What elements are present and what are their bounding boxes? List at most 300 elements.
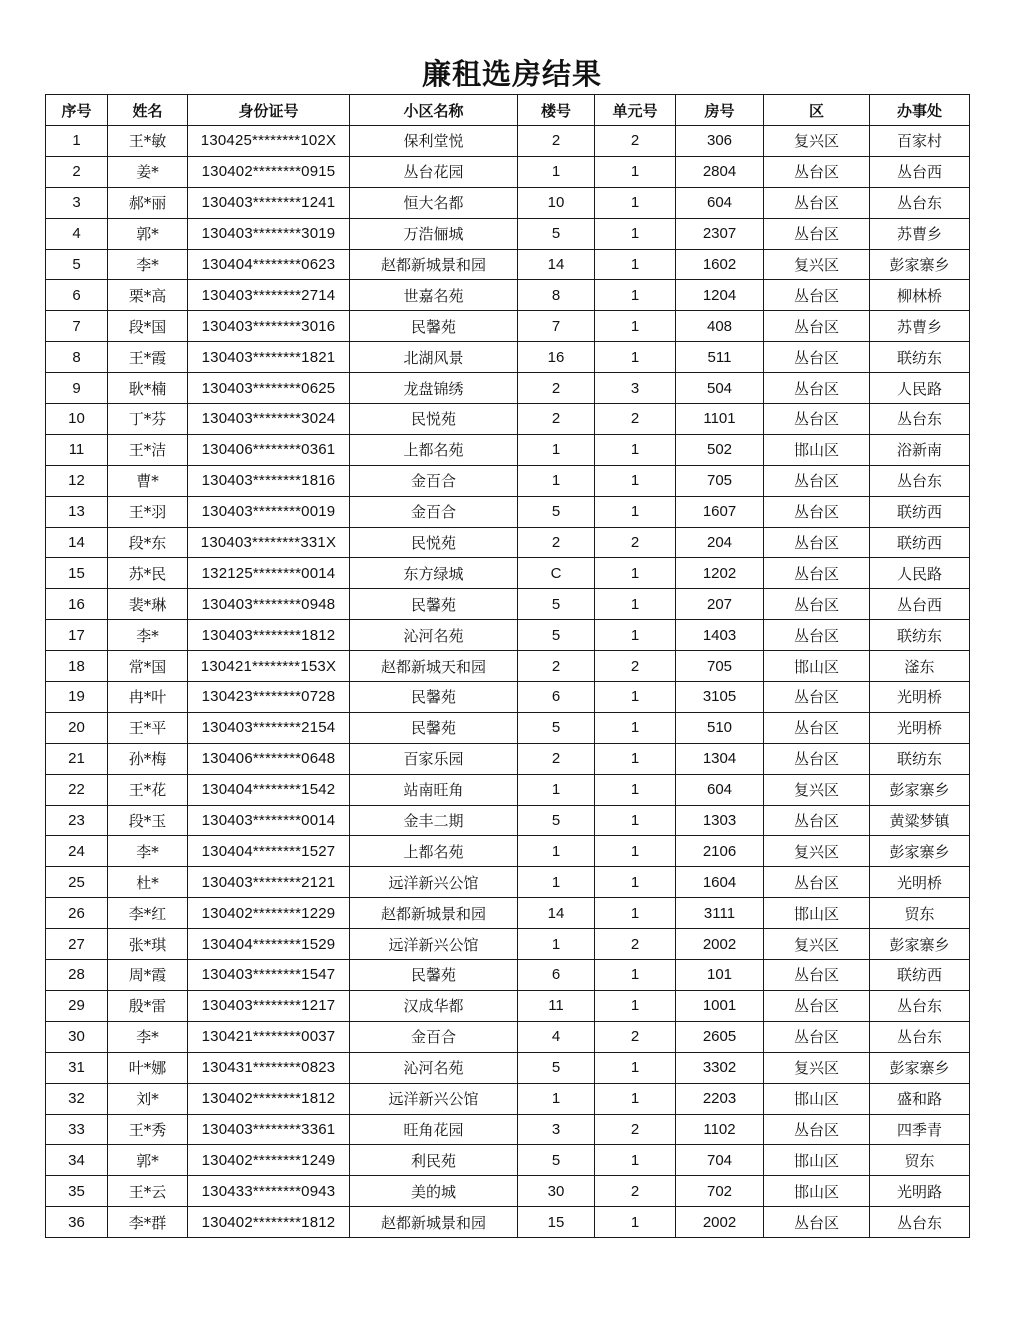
cell-unit: 2 (595, 527, 676, 558)
cell-name: 苏*民 (108, 558, 188, 589)
cell-name: 李* (108, 1021, 188, 1052)
cell-building: 15 (518, 1207, 595, 1238)
cell-name: 刘* (108, 1083, 188, 1114)
cell-unit: 2 (595, 1176, 676, 1207)
cell-office: 丛台东 (870, 990, 970, 1021)
cell-seq: 24 (46, 836, 108, 867)
table-row (46, 929, 970, 960)
cell-community: 民馨苑 (350, 682, 518, 713)
cell-community: 龙盘锦绣 (350, 373, 518, 404)
cell-id: 132125********0014 (188, 558, 350, 589)
cell-unit: 1 (595, 990, 676, 1021)
table-row (46, 867, 970, 898)
cell-office: 黄粱梦镇 (870, 805, 970, 836)
cell-office: 光明桥 (870, 867, 970, 898)
cell-room: 511 (676, 342, 764, 373)
cell-community: 赵都新城景和园 (350, 249, 518, 280)
cell-room: 604 (676, 774, 764, 805)
cell-room: 1607 (676, 496, 764, 527)
cell-community: 远洋新兴公馆 (350, 929, 518, 960)
cell-district: 丛台区 (764, 1207, 870, 1238)
cell-building: 1 (518, 465, 595, 496)
cell-seq: 25 (46, 867, 108, 898)
table-row (46, 774, 970, 805)
cell-unit: 1 (595, 342, 676, 373)
cell-unit: 1 (595, 898, 676, 929)
cell-name: 郭* (108, 1145, 188, 1176)
cell-district: 复兴区 (764, 929, 870, 960)
header-unit: 单元号 (595, 95, 676, 126)
cell-unit: 1 (595, 311, 676, 342)
cell-district: 丛台区 (764, 280, 870, 311)
cell-id: 130421********153X (188, 651, 350, 682)
table-row (46, 898, 970, 929)
cell-name: 王*羽 (108, 496, 188, 527)
cell-office: 苏曹乡 (870, 218, 970, 249)
table-row (46, 218, 970, 249)
cell-building: 1 (518, 1083, 595, 1114)
cell-seq: 18 (46, 651, 108, 682)
cell-id: 130403********2154 (188, 712, 350, 743)
cell-room: 704 (676, 1145, 764, 1176)
cell-building: 3 (518, 1114, 595, 1145)
cell-district: 丛台区 (764, 373, 870, 404)
cell-id: 130423********0728 (188, 682, 350, 713)
cell-room: 2203 (676, 1083, 764, 1114)
cell-community: 世嘉名苑 (350, 280, 518, 311)
cell-unit: 1 (595, 1083, 676, 1114)
cell-room: 2804 (676, 156, 764, 187)
cell-name: 姜* (108, 156, 188, 187)
cell-id: 130406********0648 (188, 743, 350, 774)
cell-office: 联纺西 (870, 960, 970, 991)
cell-community: 金百合 (350, 465, 518, 496)
cell-office: 彭家寨乡 (870, 249, 970, 280)
cell-room: 2002 (676, 929, 764, 960)
table-row (46, 342, 970, 373)
cell-district: 丛台区 (764, 156, 870, 187)
header-building: 楼号 (518, 95, 595, 126)
cell-seq: 13 (46, 496, 108, 527)
cell-district: 邯山区 (764, 1176, 870, 1207)
cell-name: 王*平 (108, 712, 188, 743)
cell-district: 邯山区 (764, 1083, 870, 1114)
cell-room: 702 (676, 1176, 764, 1207)
housing-result-table (45, 94, 970, 1238)
cell-id: 130402********1249 (188, 1145, 350, 1176)
cell-unit: 1 (595, 682, 676, 713)
cell-seq: 4 (46, 218, 108, 249)
cell-id: 130404********1527 (188, 836, 350, 867)
cell-community: 赵都新城景和园 (350, 898, 518, 929)
table-row (46, 280, 970, 311)
cell-id: 130403********1547 (188, 960, 350, 991)
cell-building: 14 (518, 898, 595, 929)
cell-office: 丛台东 (870, 465, 970, 496)
cell-district: 邯山区 (764, 651, 870, 682)
table-row (46, 527, 970, 558)
cell-unit: 1 (595, 558, 676, 589)
cell-community: 民悦苑 (350, 404, 518, 435)
cell-seq: 36 (46, 1207, 108, 1238)
cell-id: 130402********1229 (188, 898, 350, 929)
cell-name: 常*国 (108, 651, 188, 682)
cell-building: 2 (518, 373, 595, 404)
table-row (46, 620, 970, 651)
cell-district: 邯山区 (764, 898, 870, 929)
cell-building: 5 (518, 218, 595, 249)
cell-id: 130403********3024 (188, 404, 350, 435)
cell-building: 1 (518, 774, 595, 805)
cell-office: 联纺西 (870, 496, 970, 527)
cell-community: 恒大名都 (350, 187, 518, 218)
cell-office: 苏曹乡 (870, 311, 970, 342)
cell-id: 130402********1812 (188, 1207, 350, 1238)
cell-office: 彭家寨乡 (870, 774, 970, 805)
cell-district: 复兴区 (764, 1052, 870, 1083)
cell-community: 金百合 (350, 496, 518, 527)
cell-id: 130421********0037 (188, 1021, 350, 1052)
cell-unit: 2 (595, 929, 676, 960)
cell-district: 复兴区 (764, 774, 870, 805)
cell-community: 金百合 (350, 1021, 518, 1052)
cell-id: 130402********1812 (188, 1083, 350, 1114)
cell-community: 民馨苑 (350, 960, 518, 991)
header-room: 房号 (676, 95, 764, 126)
cell-district: 丛台区 (764, 465, 870, 496)
table-body (46, 126, 970, 1238)
cell-seq: 35 (46, 1176, 108, 1207)
cell-unit: 2 (595, 651, 676, 682)
cell-building: 5 (518, 805, 595, 836)
cell-seq: 20 (46, 712, 108, 743)
cell-seq: 26 (46, 898, 108, 929)
cell-building: 5 (518, 1052, 595, 1083)
cell-id: 130403********0625 (188, 373, 350, 404)
cell-office: 丛台东 (870, 187, 970, 218)
cell-building: 10 (518, 187, 595, 218)
table-row (46, 249, 970, 280)
header-community: 小区名称 (350, 95, 518, 126)
cell-building: 7 (518, 311, 595, 342)
cell-name: 栗*高 (108, 280, 188, 311)
table-row (46, 1021, 970, 1052)
cell-name: 段*玉 (108, 805, 188, 836)
cell-seq: 2 (46, 156, 108, 187)
cell-seq: 8 (46, 342, 108, 373)
cell-name: 李* (108, 836, 188, 867)
cell-room: 1403 (676, 620, 764, 651)
cell-district: 丛台区 (764, 218, 870, 249)
table-row (46, 960, 970, 991)
cell-name: 段*东 (108, 527, 188, 558)
cell-room: 408 (676, 311, 764, 342)
cell-unit: 2 (595, 1021, 676, 1052)
cell-office: 联纺东 (870, 743, 970, 774)
cell-district: 复兴区 (764, 249, 870, 280)
cell-name: 杜* (108, 867, 188, 898)
table-row (46, 558, 970, 589)
cell-district: 邯山区 (764, 1145, 870, 1176)
cell-office: 四季青 (870, 1114, 970, 1145)
cell-seq: 34 (46, 1145, 108, 1176)
table-row (46, 712, 970, 743)
table-row (46, 126, 970, 157)
cell-building: 5 (518, 589, 595, 620)
cell-seq: 30 (46, 1021, 108, 1052)
table-row (46, 187, 970, 218)
cell-name: 王*云 (108, 1176, 188, 1207)
cell-district: 丛台区 (764, 682, 870, 713)
cell-district: 丛台区 (764, 960, 870, 991)
cell-district: 丛台区 (764, 558, 870, 589)
cell-room: 1102 (676, 1114, 764, 1145)
cell-district: 丛台区 (764, 805, 870, 836)
cell-name: 郝*丽 (108, 187, 188, 218)
cell-room: 502 (676, 434, 764, 465)
cell-unit: 1 (595, 187, 676, 218)
cell-community: 站南旺角 (350, 774, 518, 805)
cell-office: 浴新南 (870, 434, 970, 465)
cell-community: 利民苑 (350, 1145, 518, 1176)
cell-community: 民馨苑 (350, 589, 518, 620)
cell-room: 1101 (676, 404, 764, 435)
cell-unit: 2 (595, 1114, 676, 1145)
cell-seq: 22 (46, 774, 108, 805)
cell-name: 李* (108, 249, 188, 280)
cell-room: 604 (676, 187, 764, 218)
cell-office: 彭家寨乡 (870, 929, 970, 960)
cell-unit: 1 (595, 156, 676, 187)
cell-id: 130403********3361 (188, 1114, 350, 1145)
cell-district: 丛台区 (764, 743, 870, 774)
cell-room: 1304 (676, 743, 764, 774)
table-row (46, 1083, 970, 1114)
cell-building: 2 (518, 743, 595, 774)
cell-building: 5 (518, 620, 595, 651)
cell-community: 远洋新兴公馆 (350, 867, 518, 898)
header-id-number: 身份证号 (188, 95, 350, 126)
cell-room: 1303 (676, 805, 764, 836)
cell-seq: 28 (46, 960, 108, 991)
cell-room: 504 (676, 373, 764, 404)
cell-unit: 1 (595, 465, 676, 496)
cell-name: 王*花 (108, 774, 188, 805)
cell-community: 汉成华都 (350, 990, 518, 1021)
cell-district: 丛台区 (764, 712, 870, 743)
cell-building: 2 (518, 126, 595, 157)
cell-district: 丛台区 (764, 589, 870, 620)
cell-room: 1202 (676, 558, 764, 589)
cell-room: 1001 (676, 990, 764, 1021)
cell-district: 丛台区 (764, 187, 870, 218)
cell-seq: 16 (46, 589, 108, 620)
cell-unit: 1 (595, 218, 676, 249)
header-seq: 序号 (46, 95, 108, 126)
cell-name: 张*琪 (108, 929, 188, 960)
cell-room: 1604 (676, 867, 764, 898)
cell-office: 人民路 (870, 558, 970, 589)
cell-unit: 1 (595, 249, 676, 280)
table-row (46, 836, 970, 867)
cell-community: 沁河名苑 (350, 620, 518, 651)
cell-id: 130433********0943 (188, 1176, 350, 1207)
cell-id: 130404********1542 (188, 774, 350, 805)
cell-unit: 1 (595, 1052, 676, 1083)
cell-community: 保利堂悦 (350, 126, 518, 157)
cell-id: 130403********2714 (188, 280, 350, 311)
cell-building: 16 (518, 342, 595, 373)
table-row (46, 589, 970, 620)
cell-building: 30 (518, 1176, 595, 1207)
cell-building: 2 (518, 651, 595, 682)
cell-building: 5 (518, 712, 595, 743)
cell-office: 光明路 (870, 1176, 970, 1207)
cell-unit: 1 (595, 280, 676, 311)
cell-district: 丛台区 (764, 527, 870, 558)
table-row (46, 311, 970, 342)
cell-name: 冉*叶 (108, 682, 188, 713)
cell-name: 周*霞 (108, 960, 188, 991)
cell-building: 4 (518, 1021, 595, 1052)
cell-room: 3111 (676, 898, 764, 929)
cell-unit: 1 (595, 1145, 676, 1176)
cell-room: 207 (676, 589, 764, 620)
cell-building: 6 (518, 682, 595, 713)
table-header (46, 95, 970, 126)
cell-community: 百家乐园 (350, 743, 518, 774)
cell-id: 130403********0948 (188, 589, 350, 620)
cell-room: 1204 (676, 280, 764, 311)
table-row (46, 1114, 970, 1145)
cell-name: 段*国 (108, 311, 188, 342)
cell-community: 民馨苑 (350, 712, 518, 743)
cell-unit: 1 (595, 496, 676, 527)
cell-room: 705 (676, 651, 764, 682)
cell-office: 百家村 (870, 126, 970, 157)
cell-office: 人民路 (870, 373, 970, 404)
page-title: 廉租选房结果 (421, 57, 602, 91)
cell-office: 丛台东 (870, 1021, 970, 1052)
cell-room: 705 (676, 465, 764, 496)
table-row (46, 156, 970, 187)
cell-community: 民悦苑 (350, 527, 518, 558)
cell-name: 王*洁 (108, 434, 188, 465)
cell-building: 1 (518, 836, 595, 867)
table-row (46, 1207, 970, 1238)
cell-name: 孙*梅 (108, 743, 188, 774)
cell-community: 东方绿城 (350, 558, 518, 589)
cell-office: 丛台东 (870, 404, 970, 435)
cell-room: 306 (676, 126, 764, 157)
cell-room: 2002 (676, 1207, 764, 1238)
cell-seq: 7 (46, 311, 108, 342)
table-row (46, 373, 970, 404)
cell-unit: 1 (595, 743, 676, 774)
cell-community: 民馨苑 (350, 311, 518, 342)
cell-unit: 1 (595, 774, 676, 805)
cell-name: 李*群 (108, 1207, 188, 1238)
cell-room: 2605 (676, 1021, 764, 1052)
cell-seq: 15 (46, 558, 108, 589)
cell-seq: 27 (46, 929, 108, 960)
cell-seq: 19 (46, 682, 108, 713)
cell-district: 复兴区 (764, 126, 870, 157)
cell-district: 丛台区 (764, 990, 870, 1021)
cell-office: 盛和路 (870, 1083, 970, 1114)
cell-office: 彭家寨乡 (870, 1052, 970, 1083)
cell-id: 130404********1529 (188, 929, 350, 960)
cell-seq: 32 (46, 1083, 108, 1114)
cell-seq: 9 (46, 373, 108, 404)
cell-id: 130403********0019 (188, 496, 350, 527)
cell-office: 贸东 (870, 898, 970, 929)
cell-building: 5 (518, 496, 595, 527)
cell-id: 130403********1217 (188, 990, 350, 1021)
cell-unit: 2 (595, 404, 676, 435)
cell-id: 130403********3019 (188, 218, 350, 249)
cell-building: 6 (518, 960, 595, 991)
cell-id: 130403********1812 (188, 620, 350, 651)
cell-seq: 10 (46, 404, 108, 435)
cell-district: 丛台区 (764, 867, 870, 898)
cell-seq: 23 (46, 805, 108, 836)
cell-room: 2307 (676, 218, 764, 249)
cell-district: 邯山区 (764, 434, 870, 465)
cell-unit: 1 (595, 867, 676, 898)
cell-seq: 14 (46, 527, 108, 558)
cell-seq: 21 (46, 743, 108, 774)
header-name: 姓名 (108, 95, 188, 126)
cell-name: 王*霞 (108, 342, 188, 373)
table-row (46, 1145, 970, 1176)
cell-unit: 1 (595, 620, 676, 651)
cell-community: 远洋新兴公馆 (350, 1083, 518, 1114)
cell-building: 5 (518, 1145, 595, 1176)
cell-seq: 5 (46, 249, 108, 280)
cell-community: 金丰二期 (350, 805, 518, 836)
cell-seq: 17 (46, 620, 108, 651)
cell-office: 光明桥 (870, 712, 970, 743)
cell-unit: 2 (595, 126, 676, 157)
cell-id: 130403********1821 (188, 342, 350, 373)
cell-building: 11 (518, 990, 595, 1021)
cell-unit: 1 (595, 589, 676, 620)
table-row (46, 682, 970, 713)
table-row (46, 990, 970, 1021)
cell-name: 李*红 (108, 898, 188, 929)
cell-unit: 1 (595, 836, 676, 867)
cell-name: 王*敏 (108, 126, 188, 157)
cell-building: 8 (518, 280, 595, 311)
cell-seq: 1 (46, 126, 108, 157)
cell-name: 殷*雷 (108, 990, 188, 1021)
cell-office: 彭家寨乡 (870, 836, 970, 867)
header-office: 办事处 (870, 95, 970, 126)
cell-office: 丛台西 (870, 589, 970, 620)
cell-building: 1 (518, 434, 595, 465)
cell-office: 滏东 (870, 651, 970, 682)
cell-community: 旺角花园 (350, 1114, 518, 1145)
cell-seq: 3 (46, 187, 108, 218)
cell-room: 2106 (676, 836, 764, 867)
cell-community: 丛台花园 (350, 156, 518, 187)
cell-id: 130403********3016 (188, 311, 350, 342)
cell-building: 2 (518, 404, 595, 435)
table-row (46, 465, 970, 496)
cell-id: 130402********0915 (188, 156, 350, 187)
cell-district: 丛台区 (764, 1021, 870, 1052)
